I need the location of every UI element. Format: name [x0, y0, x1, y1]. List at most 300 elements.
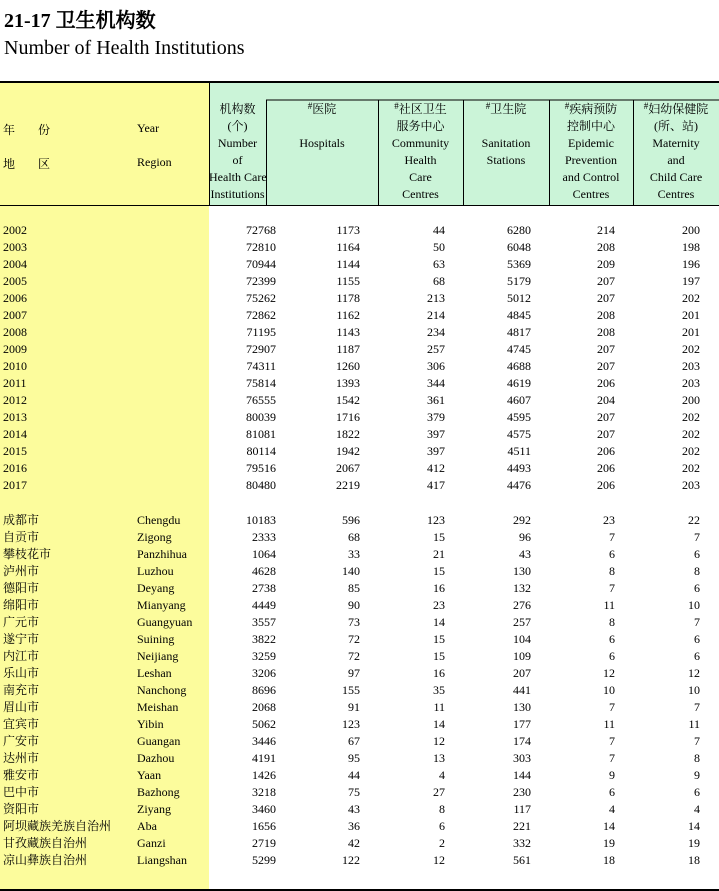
value-cell: 2219	[336, 478, 360, 492]
column-header-text: Centres	[657, 187, 695, 201]
value-cell: 6	[609, 547, 615, 561]
value-cell: 18	[688, 853, 700, 867]
value-cell: 104	[513, 632, 531, 646]
value-cell: 4745	[507, 342, 531, 356]
value-cell: 3206	[252, 666, 276, 680]
value-cell: 8	[694, 751, 700, 765]
column-header-line	[378, 152, 463, 169]
value-cell: 5299	[252, 853, 276, 867]
year-row	[0, 375, 719, 392]
region-row	[0, 665, 719, 682]
region-name-zh: 资阳市	[3, 802, 40, 816]
value-cell: 72810	[246, 240, 276, 254]
value-cell: 197	[682, 274, 700, 288]
value-cell: 6	[694, 649, 700, 663]
column-header-text: Prevention	[565, 153, 617, 167]
column-header-line	[549, 169, 633, 186]
value-cell: 72	[348, 632, 360, 646]
region-name-zh: 宜宾市	[3, 717, 40, 731]
value-cell: 12	[433, 734, 445, 748]
value-cell: 214	[427, 308, 445, 322]
column-header-text: Centres	[572, 187, 610, 201]
value-cell: 8696	[252, 683, 276, 697]
value-cell: 12	[688, 666, 700, 680]
column-header-line	[633, 152, 719, 169]
value-cell: 6280	[507, 223, 531, 237]
year-label: 2015	[3, 444, 27, 458]
region-name-zh: 绵阳市	[3, 598, 40, 612]
value-cell: 16	[433, 581, 445, 595]
value-cell: 1822	[336, 427, 360, 441]
value-cell: 74311	[246, 359, 276, 373]
value-cell: 7	[694, 530, 700, 544]
region-name-zh: 遂宁市	[3, 632, 40, 646]
region-name-en: Ziyang	[137, 802, 171, 816]
value-cell: 3259	[252, 649, 276, 663]
year-label: 2014	[3, 427, 27, 441]
value-cell: 213	[427, 291, 445, 305]
column-header-text: 卫生院	[490, 102, 527, 116]
value-cell: 70944	[246, 257, 276, 271]
column-header-text: Number	[217, 136, 258, 150]
value-cell: 11	[603, 717, 615, 731]
year-label: 2016	[3, 461, 27, 475]
region-row	[0, 716, 719, 733]
column-header-text: 医院	[312, 102, 337, 116]
value-cell: 4845	[507, 308, 531, 322]
value-cell: 4628	[252, 564, 276, 578]
value-cell: 203	[682, 376, 700, 390]
value-cell: 206	[597, 444, 615, 458]
year-row	[0, 392, 719, 409]
value-cell: 207	[597, 342, 615, 356]
value-cell: 97	[348, 666, 360, 680]
value-cell: 1716	[336, 410, 360, 424]
value-cell: 19	[603, 836, 615, 850]
value-cell: 397	[427, 427, 445, 441]
value-cell: 117	[513, 802, 531, 816]
value-cell: 332	[513, 836, 531, 850]
value-cell: 4191	[252, 751, 276, 765]
column-header-text: 服务中心	[396, 119, 445, 133]
value-cell: 44	[348, 768, 360, 782]
year-label: 2009	[3, 342, 27, 356]
region-name-zh: 甘孜藏族自治州	[3, 836, 88, 850]
year-row	[0, 222, 719, 239]
value-cell: 276	[513, 598, 531, 612]
column-header	[209, 101, 266, 203]
value-cell: 50	[433, 240, 445, 254]
value-cell: 209	[597, 257, 615, 271]
region-row	[0, 682, 719, 699]
year-label: 2003	[3, 240, 27, 254]
value-cell: 6	[694, 581, 700, 595]
value-cell: 11	[603, 598, 615, 612]
value-cell: 303	[513, 751, 531, 765]
value-cell: 207	[597, 427, 615, 441]
value-cell: 122	[342, 853, 360, 867]
value-cell: 561	[513, 853, 531, 867]
column-header-line	[463, 118, 549, 135]
value-cell: 203	[682, 359, 700, 373]
column-header-text: Stations	[486, 153, 526, 167]
value-cell: 1164	[336, 240, 360, 254]
value-cell: 123	[427, 513, 445, 527]
column-header-line	[633, 101, 719, 118]
column-header-text: (个)	[227, 119, 248, 133]
value-cell: 140	[342, 564, 360, 578]
region-row	[0, 512, 719, 529]
value-cell: 306	[427, 359, 445, 373]
value-cell: 177	[513, 717, 531, 731]
region-name-en: Luzhou	[137, 564, 174, 578]
region-name-zh: 雅安市	[3, 768, 40, 782]
value-cell: 90	[348, 598, 360, 612]
value-cell: 202	[682, 461, 700, 475]
region-name-zh: 德阳市	[3, 581, 40, 595]
column-header-line	[209, 101, 266, 118]
value-cell: 15	[433, 632, 445, 646]
column-header-line	[266, 118, 378, 135]
year-label: 2004	[3, 257, 27, 271]
value-cell: 4476	[507, 478, 531, 492]
value-cell: 6	[609, 632, 615, 646]
value-cell: 72907	[246, 342, 276, 356]
region-row	[0, 597, 719, 614]
column-header-mark: #	[485, 101, 491, 111]
region-name-en: Leshan	[137, 666, 172, 680]
value-cell: 7	[609, 751, 615, 765]
value-cell: 130	[513, 700, 531, 714]
value-cell: 79516	[246, 461, 276, 475]
column-header-line	[209, 169, 266, 186]
value-cell: 67	[348, 734, 360, 748]
value-cell: 4607	[507, 393, 531, 407]
column-header-line	[266, 135, 378, 152]
value-cell: 2	[439, 836, 445, 850]
column-header-mark: #	[307, 101, 313, 111]
value-cell: 203	[682, 478, 700, 492]
value-cell: 6	[694, 785, 700, 799]
value-cell: 8	[694, 564, 700, 578]
value-cell: 14	[433, 615, 445, 629]
value-cell: 4449	[252, 598, 276, 612]
year-row	[0, 273, 719, 290]
value-cell: 9	[694, 768, 700, 782]
value-cell: 8	[609, 615, 615, 629]
region-row	[0, 818, 719, 835]
value-cell: 5012	[507, 291, 531, 305]
value-cell: 1426	[252, 768, 276, 782]
value-cell: 6048	[507, 240, 531, 254]
column-header-line	[549, 118, 633, 135]
value-cell: 230	[513, 785, 531, 799]
column-header-text: (所、站)	[654, 119, 698, 133]
column-header-line	[266, 101, 378, 118]
value-cell: 8	[439, 802, 445, 816]
column-header-text: 社区卫生	[398, 102, 447, 116]
value-cell: 35	[433, 683, 445, 697]
column-header	[549, 101, 633, 203]
value-cell: 10183	[246, 513, 276, 527]
value-cell: 95	[348, 751, 360, 765]
region-name-zh: 广安市	[3, 734, 40, 748]
column-header-text: Centres	[402, 187, 439, 201]
region-name-en: Yibin	[137, 717, 164, 731]
value-cell: 7	[694, 615, 700, 629]
stub-year-en: Year	[137, 121, 160, 135]
value-cell: 4575	[507, 427, 531, 441]
value-cell: 200	[682, 393, 700, 407]
value-cell: 1162	[336, 308, 360, 322]
value-cell: 1155	[336, 274, 360, 288]
value-cell: 198	[682, 240, 700, 254]
value-cell: 72768	[246, 223, 276, 237]
column-header-text: Maternity	[652, 136, 700, 150]
value-cell: 3446	[252, 734, 276, 748]
region-name-zh: 攀枝花市	[3, 547, 52, 561]
value-cell: 109	[513, 649, 531, 663]
region-row	[0, 529, 719, 546]
value-cell: 257	[427, 342, 445, 356]
value-cell: 11	[433, 700, 445, 714]
year-label: 2008	[3, 325, 27, 339]
value-cell: 36	[348, 819, 360, 833]
value-cell: 204	[597, 393, 615, 407]
region-name-zh: 凉山彝族自治州	[3, 853, 88, 867]
value-cell: 71195	[246, 325, 276, 339]
region-name-zh: 自贡市	[3, 530, 40, 544]
value-cell: 5062	[252, 717, 276, 731]
region-name-zh: 内江市	[3, 649, 40, 663]
column-header-line	[378, 118, 463, 135]
value-cell: 15	[433, 564, 445, 578]
column-header-line	[549, 152, 633, 169]
value-cell: 85	[348, 581, 360, 595]
value-cell: 174	[513, 734, 531, 748]
value-cell: 43	[348, 802, 360, 816]
value-cell: 7	[694, 700, 700, 714]
column-header-line	[378, 169, 463, 186]
value-cell: 1187	[336, 342, 360, 356]
value-cell: 207	[597, 410, 615, 424]
stub-year-zh: 年 份	[3, 123, 61, 137]
value-cell: 81081	[246, 427, 276, 441]
column-header-line	[209, 135, 266, 152]
region-name-en: Deyang	[137, 581, 175, 595]
value-cell: 11	[688, 717, 700, 731]
column-header-line	[633, 135, 719, 152]
value-cell: 155	[342, 683, 360, 697]
value-cell: 196	[682, 257, 700, 271]
value-cell: 2068	[252, 700, 276, 714]
value-cell: 33	[348, 547, 360, 561]
value-cell: 75814	[246, 376, 276, 390]
year-row	[0, 290, 719, 307]
year-label: 2012	[3, 393, 27, 407]
stub-region-zh: 地 区	[3, 157, 61, 171]
value-cell: 63	[433, 257, 445, 271]
value-cell: 202	[682, 342, 700, 356]
region-row	[0, 852, 719, 869]
value-cell: 4688	[507, 359, 531, 373]
value-cell: 1942	[336, 444, 360, 458]
region-name-zh: 巴中市	[3, 785, 40, 799]
value-cell: 15	[433, 649, 445, 663]
value-cell: 42	[348, 836, 360, 850]
region-name-en: Yaan	[137, 768, 162, 782]
region-name-en: Ganzi	[137, 836, 166, 850]
column-header-text: Institutions	[210, 187, 265, 201]
year-row	[0, 341, 719, 358]
value-cell: 91	[348, 700, 360, 714]
value-cell: 206	[597, 478, 615, 492]
value-cell: 1393	[336, 376, 360, 390]
value-cell: 1542	[336, 393, 360, 407]
region-name-en: Mianyang	[137, 598, 186, 612]
column-header-line	[633, 118, 719, 135]
region-row	[0, 546, 719, 563]
value-cell: 75	[348, 785, 360, 799]
region-name-zh: 乐山市	[3, 666, 40, 680]
value-cell: 1178	[336, 291, 360, 305]
year-row	[0, 409, 719, 426]
value-cell: 206	[597, 461, 615, 475]
column-header-mark: #	[564, 101, 570, 111]
region-name-en: Suining	[137, 632, 175, 646]
value-cell: 23	[433, 598, 445, 612]
column-header-text: Health	[404, 153, 437, 167]
column-header-line	[549, 186, 633, 203]
column-header-text: 疾病预防	[569, 102, 618, 116]
value-cell: 1173	[336, 223, 360, 237]
year-label: 2002	[3, 223, 27, 237]
column-header-text: Hospitals	[299, 136, 345, 150]
value-cell: 4511	[507, 444, 531, 458]
region-name-en: Meishan	[137, 700, 179, 714]
year-row	[0, 477, 719, 494]
value-cell: 44	[433, 223, 445, 237]
region-name-en: Aba	[137, 819, 157, 833]
value-cell: 208	[597, 325, 615, 339]
region-row	[0, 801, 719, 818]
value-cell: 8	[609, 564, 615, 578]
value-cell: 207	[597, 274, 615, 288]
value-cell: 1064	[252, 547, 276, 561]
value-cell: 4	[609, 802, 615, 816]
value-cell: 7	[609, 581, 615, 595]
column-header-line	[463, 135, 549, 152]
value-cell: 1656	[252, 819, 276, 833]
value-cell: 4595	[507, 410, 531, 424]
column-header-line	[378, 135, 463, 152]
year-row	[0, 324, 719, 341]
value-cell: 13	[433, 751, 445, 765]
region-name-en: Guangyuan	[137, 615, 193, 629]
region-name-zh: 眉山市	[3, 700, 40, 714]
value-cell: 257	[513, 615, 531, 629]
value-cell: 68	[433, 274, 445, 288]
region-name-en: Dazhou	[137, 751, 175, 765]
region-name-zh: 阿坝藏族羌族自治州	[3, 819, 112, 833]
value-cell: 75262	[246, 291, 276, 305]
value-cell: 202	[682, 427, 700, 441]
column-header	[378, 101, 463, 203]
value-cell: 19	[688, 836, 700, 850]
value-cell: 201	[682, 325, 700, 339]
year-row	[0, 256, 719, 273]
value-cell: 1260	[336, 359, 360, 373]
column-header-line	[209, 118, 266, 135]
value-cell: 202	[682, 444, 700, 458]
column-header-line	[378, 186, 463, 203]
column-header-text: Sanitation	[481, 136, 531, 150]
value-cell: 1144	[336, 257, 360, 271]
value-cell: 202	[682, 291, 700, 305]
value-cell: 6	[609, 785, 615, 799]
value-cell: 3460	[252, 802, 276, 816]
value-cell: 96	[519, 530, 531, 544]
column-header	[633, 101, 719, 203]
column-header-text: and Control	[562, 170, 620, 184]
value-cell: 207	[513, 666, 531, 680]
page-title-en: Number of Health Institutions	[4, 37, 245, 59]
region-row	[0, 750, 719, 767]
value-cell: 80039	[246, 410, 276, 424]
value-cell: 43	[519, 547, 531, 561]
column-header-text: 控制中心	[566, 119, 615, 133]
value-cell: 80114	[246, 444, 276, 458]
column-header-line	[463, 152, 549, 169]
page-title-zh: 21-17 卫生机构数	[4, 10, 156, 32]
value-cell: 4619	[507, 376, 531, 390]
value-cell: 12	[603, 666, 615, 680]
value-cell: 201	[682, 308, 700, 322]
value-cell: 6	[694, 632, 700, 646]
value-cell: 3557	[252, 615, 276, 629]
year-row	[0, 307, 719, 324]
column-header	[463, 101, 549, 169]
value-cell: 23	[603, 513, 615, 527]
region-name-en: Bazhong	[137, 785, 180, 799]
value-cell: 207	[597, 359, 615, 373]
value-cell: 2067	[336, 461, 360, 475]
value-cell: 441	[513, 683, 531, 697]
column-header-line	[633, 186, 719, 203]
year-label: 2010	[3, 359, 27, 373]
column-header-line	[549, 101, 633, 118]
value-cell: 7	[609, 734, 615, 748]
value-cell: 292	[513, 513, 531, 527]
value-cell: 144	[513, 768, 531, 782]
value-cell: 7	[609, 700, 615, 714]
value-cell: 14	[603, 819, 615, 833]
column-header-text: Health Care	[209, 170, 267, 184]
column-header-text: Child Care	[649, 170, 703, 184]
value-cell: 208	[597, 308, 615, 322]
column-header-line	[463, 101, 549, 118]
region-name-en: Chengdu	[137, 513, 181, 527]
value-cell: 206	[597, 376, 615, 390]
value-cell: 14	[688, 819, 700, 833]
value-cell: 6	[439, 819, 445, 833]
region-name-en: Guangan	[137, 734, 181, 748]
column-header-text: and	[667, 153, 685, 167]
region-name-zh: 成都市	[3, 513, 40, 527]
value-cell: 4	[439, 768, 445, 782]
value-cell: 2719	[252, 836, 276, 850]
region-name-en: Zigong	[137, 530, 172, 544]
